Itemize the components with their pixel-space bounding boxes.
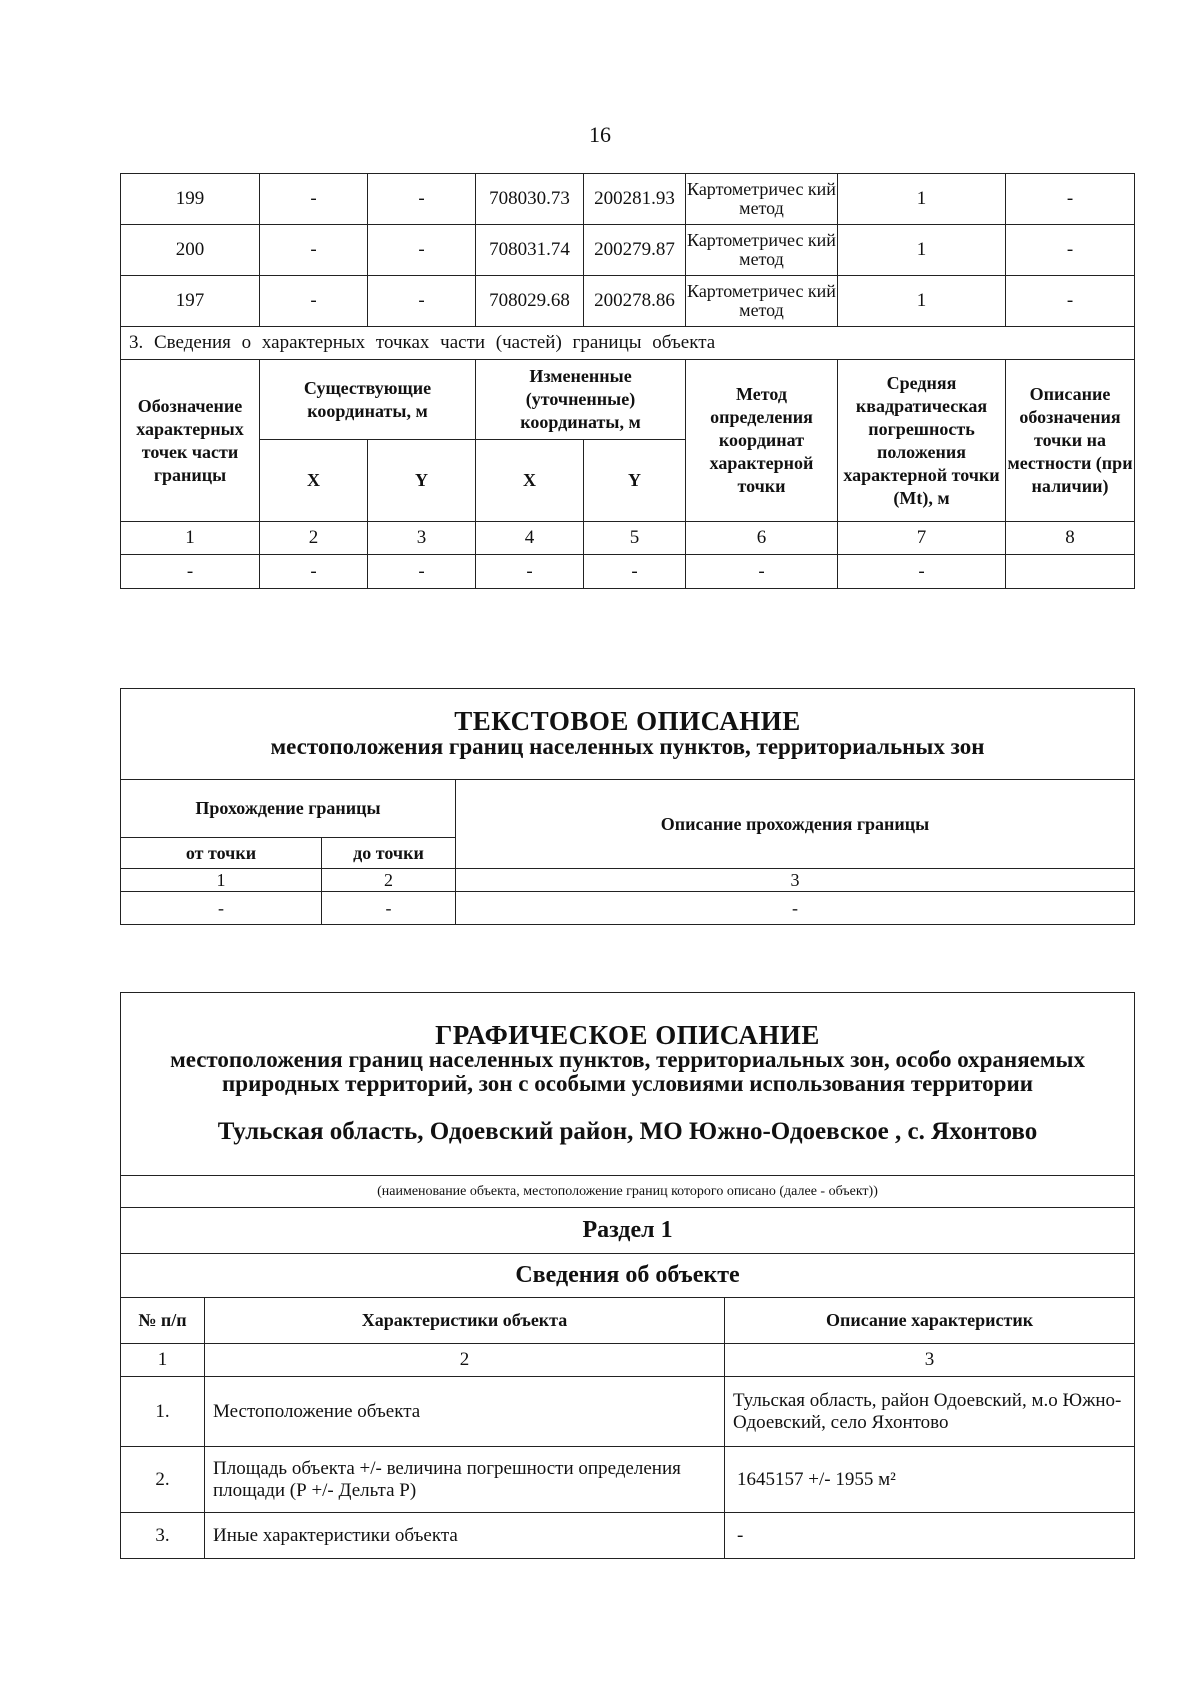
num-header: № п/п <box>121 1298 205 1344</box>
section-title: 3. Сведения о характерных точках части (частей) границы объекта <box>121 327 1135 360</box>
title: ГРАФИЧЕСКОЕ ОПИСАНИЕ <box>435 1020 820 1050</box>
section-title: Сведения об объекте <box>121 1254 1135 1298</box>
table-row <box>121 174 1135 225</box>
x-existing-cell: - <box>260 276 368 327</box>
cell: - <box>686 555 838 589</box>
col-number: 3 <box>725 1344 1135 1377</box>
table-row <box>121 1447 1135 1513</box>
boundary-header: Прохождение границы <box>121 780 456 838</box>
col-number: 8 <box>1006 522 1135 555</box>
col-number: 3 <box>456 869 1135 892</box>
description-header: Описание характеристик <box>725 1298 1135 1344</box>
method-header: Метод определения координат характерной точки <box>686 360 838 522</box>
cell: - <box>260 555 368 589</box>
cell: - <box>584 555 686 589</box>
error-header: Средняя квадратическая погрешность положения характерной точки (Mt), м <box>838 360 1006 522</box>
existing-coords-header: Существующие координаты, м <box>260 360 476 440</box>
method-cell: Картометричес кий метод <box>686 225 838 276</box>
table-row <box>121 276 1135 327</box>
changed-coords-header: Измененные (уточненные) координаты, м <box>476 360 686 440</box>
designation-header: Обозначение характерных точек части границы <box>121 360 260 522</box>
y-existing-cell: - <box>368 276 476 327</box>
col-number: 2 <box>322 869 456 892</box>
table-row <box>121 892 1135 925</box>
description-header: Описание обозначения точки на местности (при наличии) <box>1006 360 1135 522</box>
y-existing-cell: - <box>368 174 476 225</box>
point-cell: 197 <box>121 276 260 327</box>
description-header: Описание прохождения границы <box>456 780 1135 869</box>
table-row <box>121 1513 1135 1559</box>
characteristic-cell: Иные характеристики объекта <box>205 1513 725 1559</box>
page-number: 16 <box>589 122 611 147</box>
points-table <box>120 173 1135 589</box>
row-number: 1. <box>121 1377 205 1447</box>
row-number: 3. <box>121 1513 205 1559</box>
x-existing-cell: - <box>260 225 368 276</box>
description-cell: - <box>1006 276 1135 327</box>
y-header: Y <box>368 440 476 522</box>
x-header: X <box>260 440 368 522</box>
col-number: 1 <box>121 522 260 555</box>
point-cell: 200 <box>121 225 260 276</box>
section-number: Раздел 1 <box>121 1208 1135 1254</box>
x-new-cell: 708029.68 <box>476 276 584 327</box>
value-cell: 1645157 +/- 1955 м² <box>725 1447 1135 1513</box>
table-row <box>121 555 1135 589</box>
cell: - <box>838 555 1006 589</box>
y-header: Y <box>584 440 686 522</box>
graphic-description-title <box>121 993 1135 1176</box>
value-cell: Тульская область, район Одоевский, м.о Южно-Одоевский, село Яхонтово <box>725 1377 1135 1447</box>
subtitle: местоположения границ населенных пунктов, территориальных зон, особо охраняемых природных территорий, зон с особыми условиями использования территории <box>170 1047 1085 1096</box>
x-new-cell: 708031.74 <box>476 225 584 276</box>
col-number: 4 <box>476 522 584 555</box>
error-cell: 1 <box>838 225 1006 276</box>
description-cell: - <box>1006 174 1135 225</box>
table-row <box>121 1377 1135 1447</box>
text-description-table <box>120 688 1135 925</box>
col-number: 1 <box>121 869 322 892</box>
point-cell: 199 <box>121 174 260 225</box>
subtitle: местоположения границ населенных пунктов, территориальных зон <box>270 734 985 759</box>
x-existing-cell: - <box>260 174 368 225</box>
y-existing-cell: - <box>368 225 476 276</box>
value-cell: - <box>725 1513 1135 1559</box>
characteristic-cell: Местоположение объекта <box>205 1377 725 1447</box>
col-number: 5 <box>584 522 686 555</box>
cell: - <box>121 892 322 925</box>
graphic-description-table <box>120 992 1135 1559</box>
text-description-title <box>121 689 1135 780</box>
cell: - <box>368 555 476 589</box>
table-row <box>121 225 1135 276</box>
x-new-cell: 708030.73 <box>476 174 584 225</box>
cell <box>1006 555 1135 589</box>
error-cell: 1 <box>838 174 1006 225</box>
col-number: 2 <box>260 522 368 555</box>
title: ТЕКСТОВОЕ ОПИСАНИЕ <box>454 706 801 736</box>
cell: - <box>476 555 584 589</box>
method-cell: Картометричес кий метод <box>686 174 838 225</box>
col-number: 6 <box>686 522 838 555</box>
col-number: 1 <box>121 1344 205 1377</box>
object-location: Тульская область, Одоевский район, МО Южно-Одоевское , с. Яхонтово <box>217 1118 1038 1145</box>
cell: - <box>121 555 260 589</box>
y-new-cell: 200281.93 <box>584 174 686 225</box>
col-number: 3 <box>368 522 476 555</box>
from-point-header: от точки <box>121 838 322 869</box>
col-number: 7 <box>838 522 1006 555</box>
y-new-cell: 200279.87 <box>584 225 686 276</box>
row-number: 2. <box>121 1447 205 1513</box>
cell: - <box>322 892 456 925</box>
x-header: X <box>476 440 584 522</box>
description-cell: - <box>1006 225 1135 276</box>
method-cell: Картометричес кий метод <box>686 276 838 327</box>
characteristics-header: Характеристики объекта <box>205 1298 725 1344</box>
y-new-cell: 200278.86 <box>584 276 686 327</box>
to-point-header: до точки <box>322 838 456 869</box>
object-note: (наименование объекта, местоположение границ которого описано (далее - объект)) <box>121 1176 1135 1208</box>
error-cell: 1 <box>838 276 1006 327</box>
characteristic-cell: Площадь объекта +/- величина погрешности определения площади (Р +/- Дельта Р) <box>205 1447 725 1513</box>
cell: - <box>456 892 1135 925</box>
col-number: 2 <box>205 1344 725 1377</box>
